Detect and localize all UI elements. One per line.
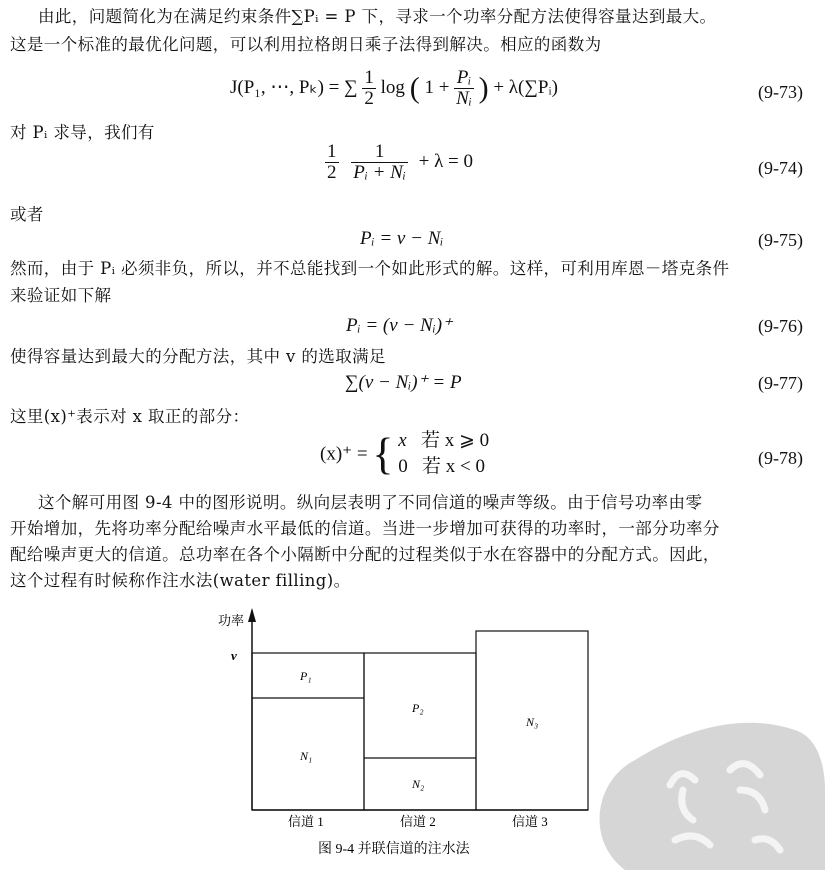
equation-9-75: Pᵢ = v − Nᵢ (360, 228, 444, 249)
eq78-case2-value: 0 (398, 456, 408, 477)
equation-number-9-74: (9-74) (758, 158, 803, 178)
channel-2-noise-label: N₂ (412, 777, 425, 791)
paragraph-2: 对 Pᵢ 求导，我们有 (10, 123, 155, 142)
channel-1-noise-label: N₁ (300, 749, 313, 763)
y-axis-label: 功率 (218, 613, 245, 628)
eq73-log: log (380, 76, 405, 98)
eq73-tail: + λ(∑Pᵢ) (493, 76, 558, 98)
paragraph-4-line-1: 然而，由于 Pᵢ 必须非负，所以，并不总能找到一个如此形式的解。这样，可利用库恩－塔克条件 (10, 259, 730, 278)
equation-number-9-77: (9-77) (758, 373, 803, 393)
equation-number-9-73: (9-73) (758, 82, 803, 102)
equation-9-77: ∑(v − Nᵢ)⁺ = P (345, 372, 462, 393)
v-level-label: v (231, 648, 237, 663)
channel-2-label: 信道 2 (400, 814, 436, 829)
paragraph-5: 使得容量达到最大的分配方法，其中 v 的选取满足 (10, 347, 386, 366)
paragraph-1-line-2: 这是一个标准的最优化问题，可以利用拉格朗日乘子法得到解决。相应的函数为 (10, 35, 602, 54)
equation-9-78: (x)⁺ = { x 若 x ⩾ 0 0 若 x < 0 (320, 429, 490, 479)
corner-seal-watermark (565, 690, 825, 870)
equation-9-74 (325, 142, 473, 183)
eq78-case1-value: x (398, 430, 407, 451)
equation-number-9-78: (9-78) (758, 448, 803, 468)
eq73-lhs: J(P₁, ⋯, Pₖ) = ∑ (230, 76, 358, 98)
paragraph-1-line-1: 由此，问题简化为在满足约束条件∑Pᵢ = P 下，寻求一个功率分配方法使得容量达到最大。 (38, 7, 717, 26)
eq78-lhs: (x)⁺ = (320, 443, 368, 465)
eq73-one-plus: 1 + (424, 76, 450, 98)
paragraph-6: 这里(x)⁺表示对 x 取正的部分： (10, 407, 250, 426)
paragraph-4-line-2: 来验证如下解 (10, 286, 112, 305)
paragraph-7-line-2: 开始增加，先将功率分配给噪声水平最低的信道。当进一步增加可获得的功率时，一部分功率分 (10, 519, 720, 538)
channel-1-label: 信道 1 (288, 814, 324, 829)
eq74-tail: + λ = 0 (418, 150, 474, 172)
paragraph-7-line-4: 这个过程有时候称作注水法(water filling)。 (10, 571, 351, 590)
equation-number-9-75: (9-75) (758, 230, 803, 250)
eq73-ratio: $\frac{\text{Pᵢ}}{\text{Nᵢ}}$ (456, 67, 472, 109)
eq73-half: $\frac{1}{2}$ (364, 67, 374, 109)
paragraph-7-line-1: 这个解可用图 9-4 中的图形说明。纵向层表明了不同信道的噪声等级。由于信号功率由零 (38, 493, 703, 512)
paragraph-3: 或者 (10, 205, 44, 224)
eq78-case1-cond: 若 x ⩾ 0 (420, 430, 490, 451)
eq74-ratio: $\frac{1}{\text{Pᵢ + Nᵢ}}$ (353, 141, 406, 183)
paragraph-7-line-3: 配给噪声更大的信道。总功率在各个小隔断中分配的过程类似于水在容器中的分配方式。因此， (10, 545, 720, 564)
channel-2-power-label: P₂ (412, 701, 424, 715)
equation-9-76: Pᵢ = (v − Nᵢ)⁺ (346, 315, 453, 336)
equation-9-73: J(P₁, ⋯, Pₖ) = ∑ $\frac{1}{2}$ log ( 1 + $\frac{\text{Pᵢ}}{\text{Nᵢ}}$ ) + λ(∑Pᵢ) (230, 67, 558, 109)
eq78-case2-cond: 若 x < 0 (422, 456, 485, 477)
channel-3-label: 信道 3 (512, 814, 548, 829)
channel-1-power-label: P₁ (300, 669, 312, 683)
y-axis-arrow (248, 608, 256, 622)
figure-caption: 图 9-4 并联信道的注水法 (318, 842, 470, 857)
eq74-half: $\frac{1}{2}$ (327, 141, 337, 183)
equation-number-9-76: (9-76) (758, 316, 803, 336)
channel-3-noise-label: N₃ (526, 715, 539, 729)
